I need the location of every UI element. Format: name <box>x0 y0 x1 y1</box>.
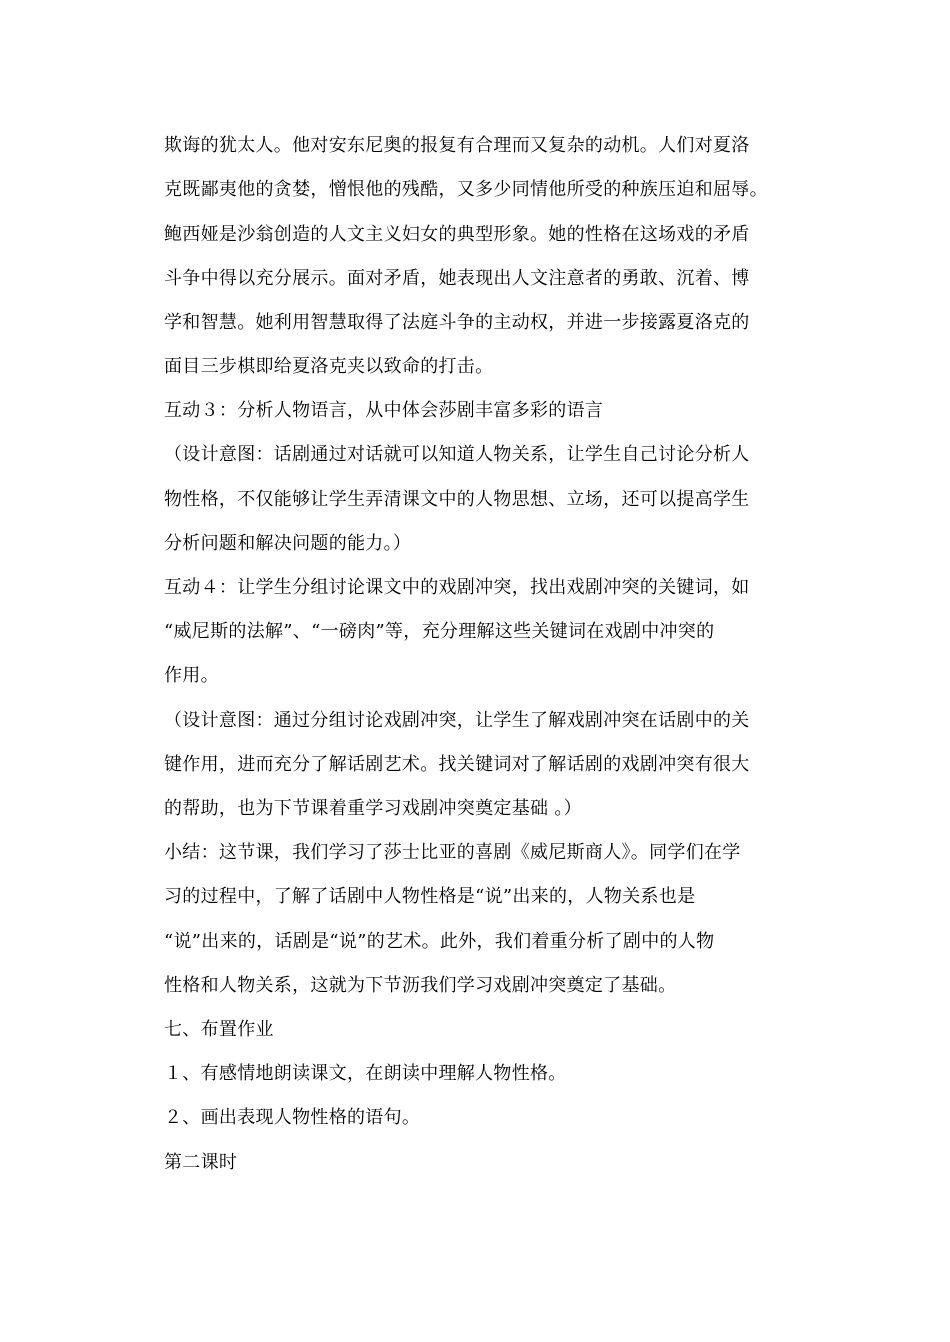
paragraph-line: 的帮助，也为下节课着重学习戏剧冲突奠定基础 。） <box>164 798 582 819</box>
section-heading-second-lesson: 第二课时 <box>164 1152 238 1173</box>
paragraph-line: 鲍西娅是沙翁创造的人文主义妇女的典型形象。她的性格在这场戏的矛盾 <box>164 224 750 245</box>
summary-line: 小结：这节课，我们学习了莎士比亚的喜剧《威尼斯商人》。同学们在学 <box>164 842 741 863</box>
paragraph-line: 面目三步棋即给夏洛克夹以致命的打击。 <box>164 356 494 377</box>
paragraph-line: 克既鄙夷他的贪婪，憎恨他的残酷，又多少同情他所受的种族压迫和屈辱。 <box>164 179 768 200</box>
paragraph-line: 斗争中得以充分展示。面对矛盾，她表现出人文注意者的勇敢、沉着、博 <box>164 268 750 289</box>
summary-line: 性格和人物关系，这就为下节沥我们学习戏剧冲突奠定了基础。 <box>164 975 677 996</box>
paragraph-line: （设计意图：通过分组讨论戏剧冲突，让学生了解戏剧冲突在话剧中的关 <box>164 710 750 731</box>
paragraph-line: （设计意图：话剧通过对话就可以知道人物关系，让学生自己讨论分析人 <box>164 444 750 465</box>
summary-line: “说”出来的，话剧是“说”的艺术。此外，我们着重分析了剧中的人物 <box>164 931 715 952</box>
paragraph-line: “威尼斯的法解”、“一磅肉”等，充分理解这些关键词在戏剧中冲突的 <box>164 621 715 642</box>
homework-item: ２、画出表现人物性格的语句。 <box>164 1107 421 1128</box>
paragraph-line: 分析问题和解决问题的能力。） <box>164 533 412 554</box>
paragraph-line: 学和智慧。她利用智慧取得了法庭斗争的主动权，并进一步接露夏洛克的 <box>164 312 750 333</box>
paragraph-line: 作用。 <box>164 665 219 686</box>
homework-item: １、有感情地朗读课文，在朗读中理解人物性格。 <box>164 1063 567 1084</box>
paragraph-line: 欺诲的犹太人。他对安东尼奥的报复有合理而又复杂的动机。人们对夏洛 <box>164 135 750 156</box>
paragraph-line: 键作用，进而充分了解话剧艺术。找关键词对了解话剧的戏剧冲突有很大 <box>164 754 750 775</box>
section-heading-interaction-3: 互动３：分析人物语言，从中体会莎剧丰富多彩的语言 <box>164 400 604 421</box>
summary-line: 习的过程中，了解了话剧中人物性格是“说”出来的，人物关系也是 <box>164 886 696 907</box>
paragraph-line: 物性格，不仅能够让学生弄清课文中的人物思想、立场，还可以提高学生 <box>164 489 750 510</box>
section-heading-interaction-4: 互动４：让学生分组讨论课文中的戏剧冲突，找出戏剧冲突的关键词，如 <box>164 577 750 598</box>
section-heading-homework: 七、布置作业 <box>164 1019 274 1040</box>
